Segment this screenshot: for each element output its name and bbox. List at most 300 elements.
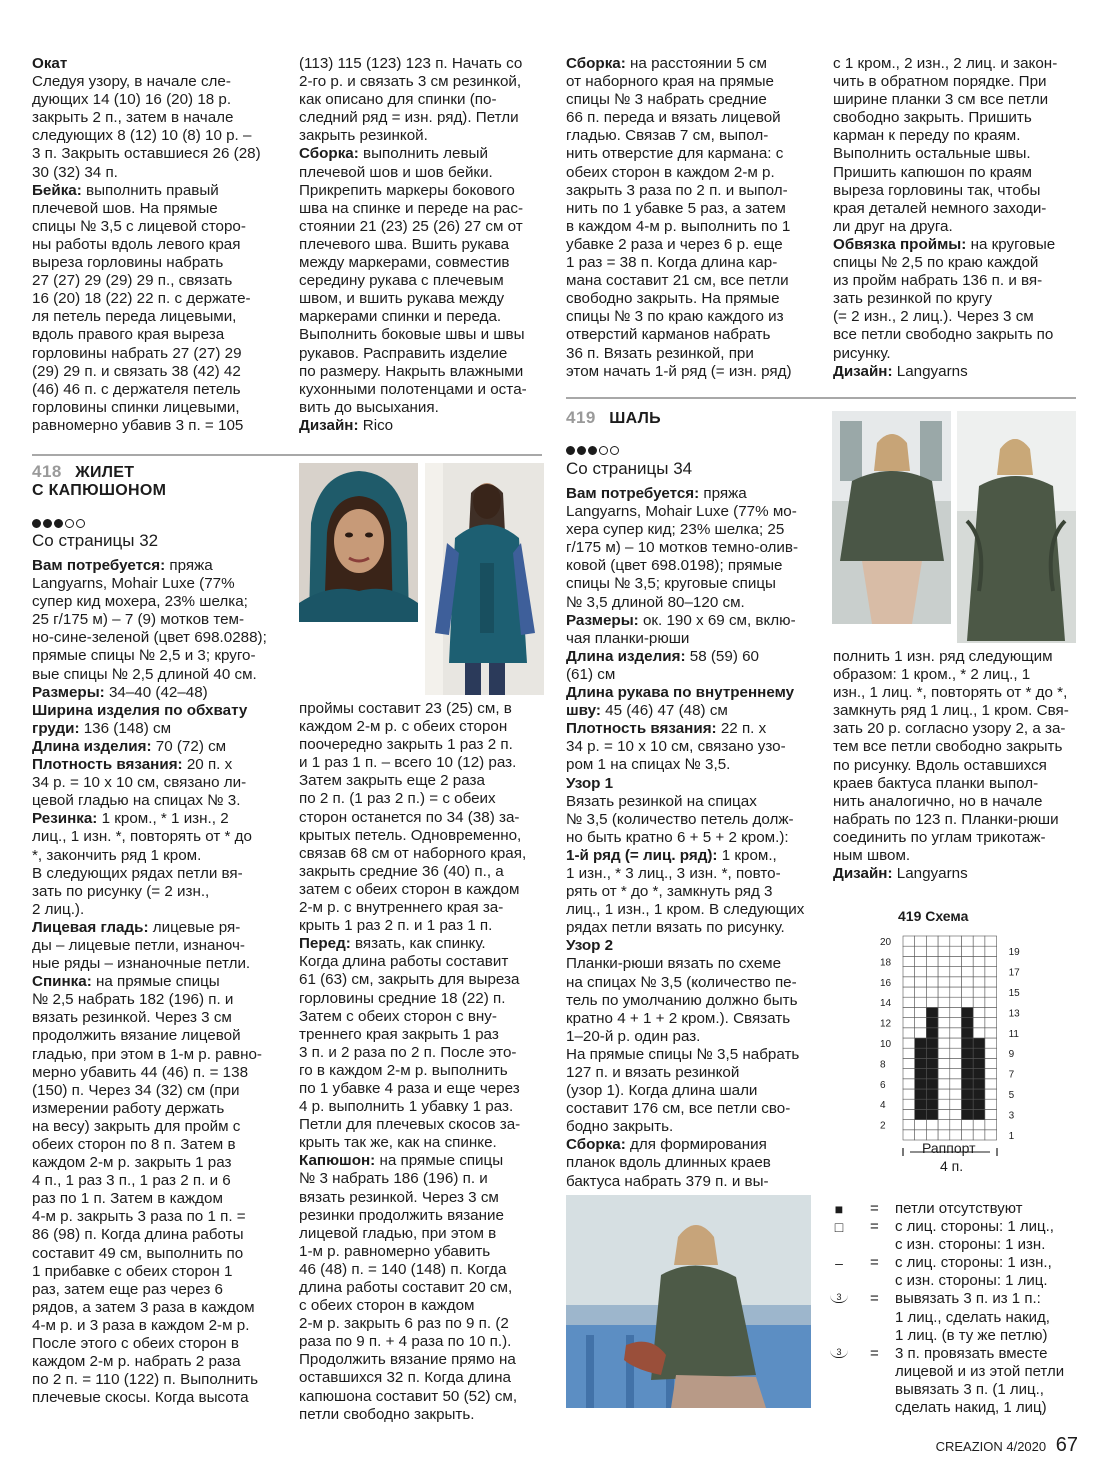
scheme-cell xyxy=(926,1089,938,1099)
magazine-issue: CREAZION 4/2020 xyxy=(935,1439,1047,1454)
text-line: 4 п., 1 раз 3 п., 1 раз 2 п. и 6 xyxy=(32,1172,231,1190)
text-line: (29) 29 п. и связать 38 (42) 42 xyxy=(32,362,241,380)
section-419-title: ШАЛЬ xyxy=(609,410,661,427)
scheme-cell xyxy=(926,946,938,956)
scheme-cell xyxy=(903,936,915,946)
text-line: ды – лицевые петли, изнаноч- xyxy=(32,936,245,954)
text-line: Дизайн: Langyarns xyxy=(833,362,968,380)
text-line: закрыть 3 раза по 2 п. и выпол- xyxy=(566,181,788,199)
text-line: Ширина изделия по обхвату xyxy=(32,701,248,719)
scheme-cell xyxy=(950,997,962,1007)
text-line: мерно убавить 44 (46) п. = 138 xyxy=(32,1063,249,1081)
scheme-cell xyxy=(926,1069,938,1079)
scheme-cell xyxy=(915,1109,927,1119)
text-line: 2-м р. с внутреннего края за- xyxy=(299,899,504,917)
scheme-cell xyxy=(926,1018,938,1028)
text-line: петли свободно закрыть. xyxy=(299,1405,475,1423)
text-line: Размеры: ок. 190 х 69 см, вклю- xyxy=(566,611,796,629)
text-line: маркерами спинки и переда. xyxy=(299,308,502,326)
scheme-cell xyxy=(962,1048,974,1058)
text-line: груди: 136 (148) см xyxy=(32,719,172,737)
text-line: прямые спицы № 2,5 и 3; круго- xyxy=(32,647,256,665)
scheme-cell xyxy=(903,1120,915,1130)
text-line: 30 (32) 34 п. xyxy=(32,163,118,181)
scheme-cell xyxy=(926,1058,938,1068)
scheme-cell xyxy=(915,1089,927,1099)
text-line: Капюшон: на прямые спицы xyxy=(299,1152,504,1170)
text-line: закрыть 2 п., затем в начале xyxy=(32,109,234,127)
scheme-cell xyxy=(962,1018,974,1028)
text-line: 86 (98) п. Когда длина работы xyxy=(32,1226,244,1244)
text-line: нить аналогично, но в начале xyxy=(833,792,1043,810)
scheme-cell xyxy=(903,1048,915,1058)
text-line: Когда длина работы составит xyxy=(299,953,509,971)
scheme-cell xyxy=(985,1018,997,1028)
text-line: ковой (цвет 698.0198); прямые xyxy=(566,557,783,575)
legend-text: лицевой и из этой петли xyxy=(895,1362,1065,1380)
scheme-row-label-right: 19 xyxy=(1008,947,1020,959)
scheme-row-label-left: 18 xyxy=(880,957,892,969)
text-line: ные ряды – изнаночные петли. xyxy=(32,955,251,973)
text-line: с 1 кром., 2 изн., 2 лиц. и закон- xyxy=(833,55,1058,72)
section-419-body xyxy=(566,485,828,1191)
text-line: треннего края закрыть 1 раз xyxy=(299,1025,499,1043)
difficulty-419 xyxy=(566,444,621,458)
text-line: спицы № 2,5 по краю каждой xyxy=(833,254,1039,272)
scheme-cell xyxy=(915,987,927,997)
scheme-cell xyxy=(938,936,950,946)
text-line: замкнуть ряд 1 лиц., 1 кром. Свя- xyxy=(833,702,1069,720)
text-line: стоянии 21 (23) 25 (26) 27 см от xyxy=(299,217,523,235)
text-line: поочередно закрыть 1 раз 2 п. xyxy=(299,736,513,754)
text-line: составит 49 см, выполнить по xyxy=(32,1244,244,1262)
text-line: лиц., 1 изн., 1 кром. В следующих xyxy=(566,901,805,919)
legend-text: петли отсутствуют xyxy=(895,1200,1023,1217)
scheme-cell xyxy=(985,967,997,977)
scheme-cell xyxy=(962,1079,974,1089)
scheme-cell xyxy=(926,1048,938,1058)
text-line: № 3,5 (количество петель долж- xyxy=(566,810,794,828)
text-line: Длина изделия: 58 (59) 60 xyxy=(566,647,759,665)
text-line: тем все петли свободно закрыть xyxy=(833,738,1063,756)
legend-text: с изн. стороны: 1 лиц. xyxy=(895,1272,1048,1290)
scheme-cell xyxy=(950,1048,962,1058)
photo-419-shawl-side xyxy=(957,411,1076,643)
text-line: 66 п. переда и вязать лицевой xyxy=(566,109,781,127)
text-line: свободно закрыть. На прямые xyxy=(566,290,780,308)
scheme-cell xyxy=(926,1007,938,1017)
text-line: г/175 м) – 10 мотков темно-олив- xyxy=(566,539,799,557)
scheme-cell xyxy=(938,1058,950,1068)
scheme-row-label-right: 15 xyxy=(1008,988,1020,999)
legend-equals: = xyxy=(870,1254,879,1272)
text-line: вязать резинкой. Через 3 см xyxy=(32,1009,232,1027)
scheme-cell xyxy=(985,1109,997,1119)
scheme-cell xyxy=(915,1007,927,1017)
scheme-cell xyxy=(903,1109,915,1119)
text-line: отверстий карманов набрать xyxy=(566,326,771,344)
scheme-cell xyxy=(915,1028,927,1038)
scheme-row-label-left: 8 xyxy=(880,1059,886,1071)
text-line: карман к переду по краям. xyxy=(833,127,1021,145)
text-line: Плотность вязания: 20 п. х xyxy=(32,756,233,774)
scheme-cell xyxy=(973,1130,985,1140)
text-line: середину рукава с плечевым xyxy=(299,272,504,290)
text-line: 2 лиц.). xyxy=(32,900,85,918)
scheme-cell xyxy=(950,1109,962,1119)
legend-equals: = xyxy=(870,1200,879,1217)
text-line: *, закончить ряд 1 кром. xyxy=(32,846,202,864)
text-line: проймы составит 23 (25) см, в xyxy=(299,700,512,717)
scheme-cell xyxy=(938,1028,950,1038)
scheme-cell xyxy=(938,1120,950,1130)
scheme-cell xyxy=(926,936,938,946)
scheme-cell xyxy=(973,1058,985,1068)
text-line: но быть кратно 6 + 5 + 2 кром.): xyxy=(566,828,789,846)
scheme-cell xyxy=(962,967,974,977)
text-line: в каждом 4-м р. выполнить по 1 xyxy=(566,217,791,235)
text-line: выреза горловины так, чтобы xyxy=(833,181,1041,199)
text-line: Вам потребуется: пряжа xyxy=(566,485,747,502)
legend-text: 1 лиц. (в ту же петлю) xyxy=(895,1326,1048,1344)
scheme-row-label-left: 4 xyxy=(880,1100,886,1112)
scheme-cell xyxy=(973,1120,985,1130)
legend-text: 1 лиц., сделать накид, xyxy=(895,1308,1050,1326)
text-line: тель по умолчанию должно быть xyxy=(566,991,798,1009)
text-line: связав 68 см от наборного края, xyxy=(299,844,527,862)
scheme-cell xyxy=(938,1069,950,1079)
text-line: Дизайн: Langyarns xyxy=(833,865,968,883)
text-line: края деталей немного заходи- xyxy=(833,199,1047,217)
text-line: между маркерами, совместив xyxy=(299,254,510,272)
page-number: 67 xyxy=(1055,1434,1078,1456)
text-line: горловины спинки лицевыми, xyxy=(32,398,240,416)
scheme-cell xyxy=(985,1048,997,1058)
text-line: раз, затем еще раз через 6 xyxy=(32,1280,223,1298)
text-line: каждом 2-м р. закрыть 1 раз xyxy=(32,1154,232,1172)
scheme-cell xyxy=(926,1130,938,1140)
legend-symbol: – xyxy=(835,1255,843,1272)
text-line: обеих сторон в каждом 2-м р. xyxy=(566,163,775,181)
scheme-cell xyxy=(903,977,915,987)
text-line: рукавов. Расправить изделие xyxy=(299,344,508,362)
text-line: на весу) закрыть для пройм с xyxy=(32,1117,241,1135)
scheme-row-label-left: 2 xyxy=(880,1120,886,1132)
scheme-cell xyxy=(973,987,985,997)
legend-text: сделать накид, 1 лиц) xyxy=(895,1399,1047,1417)
text-line: 2-м р. закрыть 6 раз по 9 п. (2 xyxy=(299,1315,509,1333)
text-line: убавке 2 раза и через 6 р. еще xyxy=(566,235,783,253)
text-line: спицы № 3,5; круговые спицы xyxy=(566,575,776,593)
text-line: равномерно убавив 3 п. = 105 xyxy=(32,416,244,434)
text-line: Плотность вязания: 22 п. х xyxy=(566,720,767,738)
text-line: крыть так же, как на спинке. xyxy=(299,1134,497,1152)
text-line: 61 (63) см, закрыть для выреза xyxy=(299,971,520,989)
scheme-cell xyxy=(973,997,985,1007)
scheme-cell xyxy=(903,1089,915,1099)
legend-item xyxy=(830,1290,1090,1344)
text-line: из пройм набрать 136 п. и вя- xyxy=(833,272,1043,290)
text-line: набрать по 123 п. Планки-рюши xyxy=(833,810,1059,828)
text-line: № 3 набрать 186 (196) п. и xyxy=(299,1170,488,1188)
text-line: 4-м р. закрыть 3 раза по 1 п. = xyxy=(32,1208,246,1226)
section-418-body xyxy=(32,557,294,1407)
legend-text: вывязать 3 п. из 1 п.: xyxy=(895,1290,1041,1308)
col2-top-text xyxy=(299,55,561,435)
scheme-cell xyxy=(938,1079,950,1089)
text-line: шву: 45 (46) 47 (48) см xyxy=(566,702,728,720)
scheme-cell xyxy=(962,977,974,987)
scheme-cell xyxy=(950,936,962,946)
scheme-cell xyxy=(950,1018,962,1028)
scheme-cell xyxy=(973,1099,985,1109)
scheme-cell xyxy=(950,1099,962,1109)
text-line: спицы № 3 набрать средние xyxy=(566,91,767,109)
text-line: гладью. Связав 7 см, выпол- xyxy=(566,127,769,145)
scheme-cell xyxy=(915,956,927,966)
text-line: по размеру. Накрыть влажными xyxy=(299,362,524,380)
scheme-cell xyxy=(915,967,927,977)
scheme-cell xyxy=(962,1109,974,1119)
text-line: Сборка: на расстоянии 5 см xyxy=(566,55,767,72)
text-line: (узор 1). Когда длина шали xyxy=(566,1082,758,1100)
text-line: зать 20 р. согласно узору 2, а за- xyxy=(833,720,1066,738)
scheme-cell xyxy=(962,936,974,946)
text-line: раз по 1 п. Затем в каждом xyxy=(32,1190,223,1208)
text-line: горловины набрать 27 (27) 29 xyxy=(32,344,242,362)
scheme-legend xyxy=(830,1200,1090,1417)
text-line: 25 г/175 м) – 7 (9) мотков тем- xyxy=(32,611,245,629)
scheme-cell xyxy=(938,997,950,1007)
legend-equals: = xyxy=(870,1290,879,1308)
text-line: цевой гладью на спицах № 3. xyxy=(32,792,241,810)
text-line: Langyarns, Mohair Luxe (77% мо- xyxy=(566,503,797,521)
scheme-cell xyxy=(950,977,962,987)
scheme-row-label-right: 7 xyxy=(1008,1069,1015,1081)
scheme-cell xyxy=(973,1069,985,1079)
scheme-cell xyxy=(938,987,950,997)
photo-419-shawl-front xyxy=(832,411,951,624)
scheme-cell xyxy=(903,946,915,956)
scheme-cell xyxy=(973,1109,985,1119)
scheme-cell xyxy=(962,1038,974,1048)
scheme-cell xyxy=(985,987,997,997)
scheme-cell xyxy=(915,946,927,956)
scheme-cell xyxy=(985,1028,997,1038)
scheme-cell xyxy=(962,1120,974,1130)
scheme-title: 419 Схема xyxy=(898,908,969,924)
text-line: го в каждом 2-м р. выполнить xyxy=(299,1061,508,1079)
scheme-cell xyxy=(938,1048,950,1058)
text-line: (150) п. Через 34 (32) см (при xyxy=(32,1081,240,1099)
scheme-cell xyxy=(962,1028,974,1038)
scheme-cell xyxy=(915,1099,927,1109)
scheme-row-label-left: 14 xyxy=(880,998,892,1010)
scheme-cell xyxy=(985,1099,997,1109)
text-line: Вязать резинкой на спицах xyxy=(566,792,757,810)
scheme-cell xyxy=(973,936,985,946)
text-line: зать резинкой по кругу xyxy=(833,290,993,308)
scheme-cell xyxy=(962,1058,974,1068)
text-line: Выполнить остальные швы. xyxy=(833,145,1031,163)
scheme-cell xyxy=(915,997,927,1007)
col3-top-text xyxy=(566,55,828,381)
section-418-title-line1: ЖИЛЕТ xyxy=(75,464,135,481)
scheme-cell xyxy=(973,956,985,966)
text-line: зать по рисунку (= 2 изн., xyxy=(32,882,210,900)
scheme-cell xyxy=(973,1028,985,1038)
text-line: чить в обратном порядке. При xyxy=(833,73,1047,91)
scheme-cell xyxy=(985,1038,997,1048)
scheme-cell xyxy=(938,967,950,977)
text-line: следующих 8 (12) 10 (8) 10 р. – xyxy=(32,127,252,145)
scheme-cell xyxy=(962,1099,974,1109)
text-line: от наборного края на прямые xyxy=(566,73,774,91)
scheme-cell xyxy=(938,1018,950,1028)
text-line: Следуя узору, в начале сле- xyxy=(32,73,231,91)
text-line: свободно закрыть. Пришить xyxy=(833,109,1032,127)
text-line: вить до высыхания. xyxy=(299,398,439,416)
scheme-cell xyxy=(985,1007,997,1017)
text-line: Вам потребуется: пряжа xyxy=(32,557,213,574)
text-line: нить по 1 убавке 5 раз, а затем xyxy=(566,199,786,217)
text-line: планок вдоль длинных краев xyxy=(566,1154,771,1172)
scheme-rapport-label: Раппорт xyxy=(922,1140,976,1156)
text-line: 27 (27) 29 (29) 29 п., связать xyxy=(32,272,233,290)
text-line: Затем с обеих сторон с вну- xyxy=(299,1007,497,1025)
photo-419-bench xyxy=(566,1195,811,1408)
text-line: 1 изн., * 3 лиц., 3 изн. *, повто- xyxy=(566,864,781,882)
text-line: затем с обеих сторон в каждом xyxy=(299,880,520,898)
text-line: на спицах № 3,5 (количество пе- xyxy=(566,973,797,991)
scheme-row-label-right: 3 xyxy=(1008,1110,1015,1122)
text-line: мана составит 21 см, все петли xyxy=(566,272,789,290)
text-line: измерении работу держать xyxy=(32,1099,225,1117)
scheme-row-label-right: 11 xyxy=(1008,1028,1019,1040)
scheme-cell xyxy=(903,956,915,966)
text-line: ром 1 на спицах № 3,5. xyxy=(566,756,731,774)
text-line: 2-го р. и связать 3 см резинкой, xyxy=(299,73,522,91)
text-line: рять от * до *, замкнуть ряд 3 xyxy=(566,883,773,901)
text-line: как описано для спинки (по- xyxy=(299,91,497,109)
text-line: ширине планки 3 см все петли xyxy=(833,91,1049,109)
text-line: бактуса набрать 379 п. и вы- xyxy=(566,1172,769,1190)
scheme-cell xyxy=(926,977,938,987)
text-line: Лицевая гладь: лицевые ря- xyxy=(32,918,241,936)
legend-equals: = xyxy=(870,1218,879,1236)
text-line: плечевой шов и шов бейки. xyxy=(299,163,493,181)
text-line: Размеры: 34–40 (42–48) xyxy=(32,683,208,701)
scheme-cell xyxy=(962,1130,974,1140)
scheme-cell xyxy=(973,1018,985,1028)
text-line: 1 прибавке с обеих сторон 1 xyxy=(32,1262,233,1280)
scheme-cell xyxy=(950,967,962,977)
text-line: ля петель переда лицевыми, xyxy=(32,308,237,326)
text-line: ли друг на друга. xyxy=(833,217,953,235)
scheme-row-label-right: 5 xyxy=(1008,1090,1015,1101)
text-line: по рисунку. Вдоль оставшихся xyxy=(833,756,1047,774)
scheme-cell xyxy=(973,1038,985,1048)
scheme-cell xyxy=(938,1099,950,1109)
text-line: оставшихся 32 п. Когда длина xyxy=(299,1369,511,1387)
text-line: гладью, при этом в 1-м р. равно- xyxy=(32,1045,262,1063)
scheme-cell xyxy=(926,967,938,977)
difficulty-418 xyxy=(32,517,87,531)
text-line: 1–20-й р. один раз. xyxy=(566,1027,701,1045)
section-419-page-ref: Со страницы 34 xyxy=(566,459,693,478)
scheme-cell xyxy=(985,997,997,1007)
text-line: 36 п. Вязать резинкой, при xyxy=(566,344,754,362)
legend-item xyxy=(830,1200,1090,1218)
col4-mid-text xyxy=(833,648,1095,883)
scheme-cell xyxy=(915,1130,927,1140)
text-line: соединить по углам трикотаж- xyxy=(833,828,1046,846)
text-line: рядов, а затем 3 раза в каждом xyxy=(32,1298,255,1316)
scheme-cell xyxy=(985,1120,997,1130)
scheme-cell xyxy=(903,1130,915,1140)
text-line: После этого с обеих сторон в xyxy=(32,1335,239,1353)
scheme-rapport-count: 4 п. xyxy=(940,1158,964,1174)
scheme-cell xyxy=(973,1007,985,1017)
text-line: Выполнить боковые швы и швы xyxy=(299,326,525,344)
scheme-cell xyxy=(985,1130,997,1140)
scheme-cell xyxy=(903,1069,915,1079)
text-line: вдоль правого края выреза xyxy=(32,326,225,344)
scheme-row-label-right: 13 xyxy=(1008,1008,1020,1020)
text-line: Langyarns, Mohair Luxe (77% xyxy=(32,575,235,593)
text-line: резинки продолжить вязание xyxy=(299,1206,504,1224)
scheme-cell xyxy=(915,1120,927,1130)
legend-item xyxy=(830,1345,1090,1417)
scheme-419 xyxy=(870,908,1050,1178)
scheme-cell xyxy=(915,1058,927,1068)
scheme-row-label-right: 17 xyxy=(1008,967,1020,979)
text-line: капюшона составит 50 (52) см, xyxy=(299,1387,518,1405)
legend-item xyxy=(830,1218,1090,1254)
text-line: швом, и вшить рукава между xyxy=(299,290,505,308)
text-line: нить отверстие для кармана: с xyxy=(566,145,784,163)
text-line: длина работы составит 20 см, xyxy=(299,1279,513,1296)
scheme-cell xyxy=(962,956,974,966)
section-418-number: 418 xyxy=(32,462,62,481)
scheme-cell xyxy=(973,977,985,987)
scheme-cell xyxy=(985,1058,997,1068)
scheme-cell xyxy=(985,956,997,966)
text-line: 1 раз = 38 п. Когда длина кар- xyxy=(566,254,778,272)
text-line: каждом 2-м р. с обеих сторон xyxy=(299,718,508,736)
col4-top-text xyxy=(833,55,1095,381)
section-418-title-line2: С КАПЮШОНОМ xyxy=(32,482,167,499)
text-line: плечевые скосы. Когда высота xyxy=(32,1389,249,1407)
text-line: Пришить капюшон по краям xyxy=(833,163,1032,181)
scheme-cell xyxy=(950,1038,962,1048)
text-line: и 1 раз 1 п. – всего 10 (12) раз. xyxy=(299,754,517,772)
text-line: Петли для плечевых скосов за- xyxy=(299,1116,521,1134)
scheme-cell xyxy=(962,1089,974,1099)
text-line: На прямые спицы № 3,5 набрать xyxy=(566,1045,800,1063)
text-line: плечевой шов. На прямые xyxy=(32,199,218,217)
text-line: № 2,5 набрать 182 (196) п. и xyxy=(32,991,234,1009)
text-line: этом начать 1-й ряд (= изн. ряд) xyxy=(566,362,792,380)
text-line: крытых петель. Одновременно, xyxy=(299,826,522,844)
text-line: 34 р. = 10 х 10 см, связано ли- xyxy=(32,774,247,792)
scheme-row-label-right: 1 xyxy=(1008,1130,1015,1142)
text-line: Прикрепить маркеры бокового xyxy=(299,181,515,199)
scheme-cell xyxy=(950,1058,962,1068)
text-line: (113) 115 (123) 123 п. Начать со xyxy=(299,55,523,72)
text-line: 4 р. выполнить 1 убавку 1 раз. xyxy=(299,1098,514,1116)
text-line: Дизайн: Rico xyxy=(299,416,394,434)
